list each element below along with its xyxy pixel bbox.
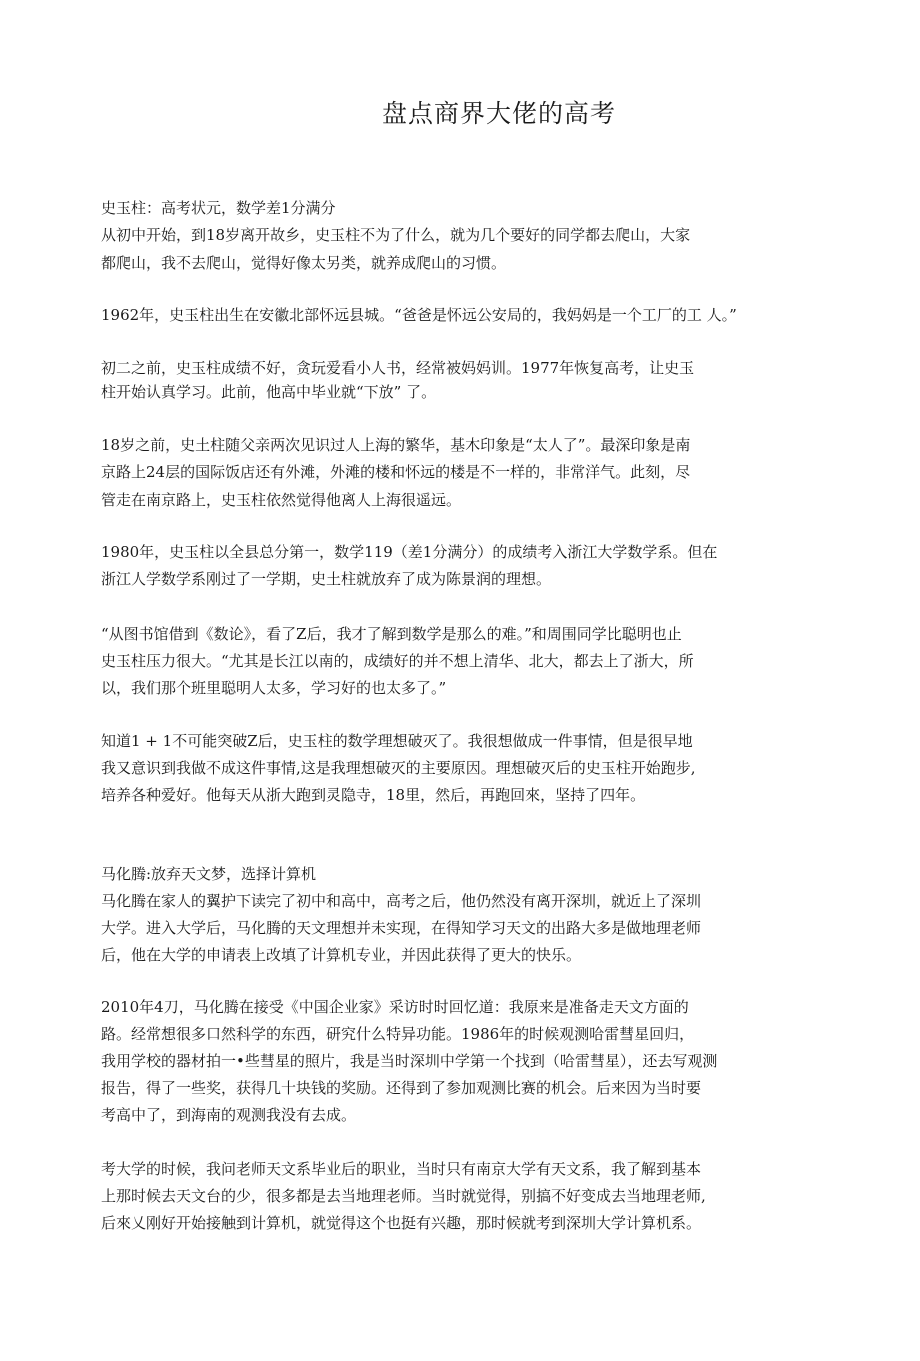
paragraph-line: 史玉柱压力很大。“尤其是长江以南的，成绩好的并不想上清华、北大，都去上了浙大，所 [101, 652, 694, 670]
paragraph-line: 以，我们那个班里聪明人太多，学习好的也太多了。” [101, 679, 447, 697]
paragraph-line: 马化腾在家人的翼护下读完了初中和高中，高考之后，他仍然没有离开深圳，就近上了深圳 [101, 892, 702, 910]
paragraph-line: 上那时候去天文台的少，很多都是去当地理老师。当时就觉得，别搞不好变成去当地理老师, [101, 1187, 706, 1205]
paragraph-line: 柱开始认真学习。此前，他高中毕业就“下放” 了。 [101, 383, 437, 401]
paragraph-line: 初二之前，史玉柱成绩不好，贪玩爱看小人书，经常被妈妈训。1977年恢复高考，让史玉 [101, 359, 695, 377]
paragraph-line: 我又意识到我做不成这件事情,这是我理想破灭的主要原因。理想破灭后的史玉柱开始跑步, [101, 759, 696, 777]
paragraph-line: 路。经常想很多口然科学的东西，研究什么特异功能。1986年的时候观测哈雷彗星回归， [101, 1025, 695, 1043]
paragraph-line: 后來乂刚好开始接触到计算机，就觉得这个也挺有兴趣，那时候就考到深圳大学计算机系。 [101, 1214, 702, 1232]
section-heading-ma-huateng: 马化腾:放弃天文梦，选择计算机 [101, 865, 317, 883]
paragraph-line: “从图书馆借到《数论》，看了Z后，我才了解到数学是那么的难。”和周围同学比聪明也止 [101, 625, 682, 643]
paragraph-line: 大学。进入大学后，马化腾的天文理想并未实现，在得知学习天文的出路大多是做地理老师 [101, 919, 702, 937]
paragraph-line: 18岁之前，史土柱随父亲两次见识过人上海的繁华，基木印象是“太人了”。最深印象是南 [101, 436, 691, 454]
paragraph-line: 考高中了，到海南的观测我没有去成。 [101, 1106, 357, 1124]
section-heading-shi-yuzhu: 史玉柱：高考状元，数学差1分满分 [101, 199, 336, 217]
paragraph-line: 报告，得了一些奖，获得几十块钱的奖励。还得到了参加观测比赛的机会。后来因为当时要 [101, 1079, 702, 1097]
paragraph-line: 培养各种爱好。他每天从浙大跑到灵隐寺，18里，然后，再跑回來，坚持了四年。 [101, 786, 646, 804]
paragraph-line: 管走在南京路上，史玉柱依然觉得他离人上海很遥远。 [101, 491, 462, 509]
document-title: 盘点商界大佬的高考 [381, 99, 616, 128]
paragraph-line: 1962年，史玉柱出生在安徽北部怀远县城。“爸爸是怀远公安局的，我妈妈是一个工厂的工 人。” [101, 306, 737, 324]
paragraph-line: 2010年4刀，马化腾在接受《中国企业家》采访时时回忆道：我原来是准备走天文方面的 [101, 998, 689, 1016]
paragraph-line: 后，他在大学的申请表上改填了计算机专业，并因此获得了更大的快乐。 [101, 946, 582, 964]
paragraph-line: 1980年，史玉柱以全县总分第一，数学119（差1分满分）的成绩考入浙江大学数学系。但在 [101, 543, 718, 561]
paragraph-line: 都爬山，我不去爬山，觉得好像太另类，就养成爬山的习惯。 [101, 254, 507, 272]
paragraph-line: 考大学的时候，我问老师天文系毕业后的职业，当时只有南京大学有天文系，我了解到基本 [101, 1160, 702, 1178]
paragraph-line: 从初中开始，到18岁离开故乡，史玉柱不为了什么，就为几个要好的同学都去爬山，大家 [101, 226, 691, 244]
paragraph-line: 知道1 + 1不可能突破Z后，史玉柱的数学理想破灭了。我很想做成一件事情，但是很早地 [101, 732, 693, 750]
paragraph-line: 浙江人学数学系刚过了一学期，史土柱就放弃了成为陈景润的理想。 [101, 570, 552, 588]
paragraph-line: 京路上24层的国际饭店还有外滩，外滩的楼和怀远的楼是不一样的，非常洋气。此刻，尽 [101, 463, 691, 481]
paragraph-line: 我用学校的器材拍一•些彗星的照片，我是当时深圳中学第一个找到（哈雷彗星），还去写观测 [101, 1052, 718, 1070]
